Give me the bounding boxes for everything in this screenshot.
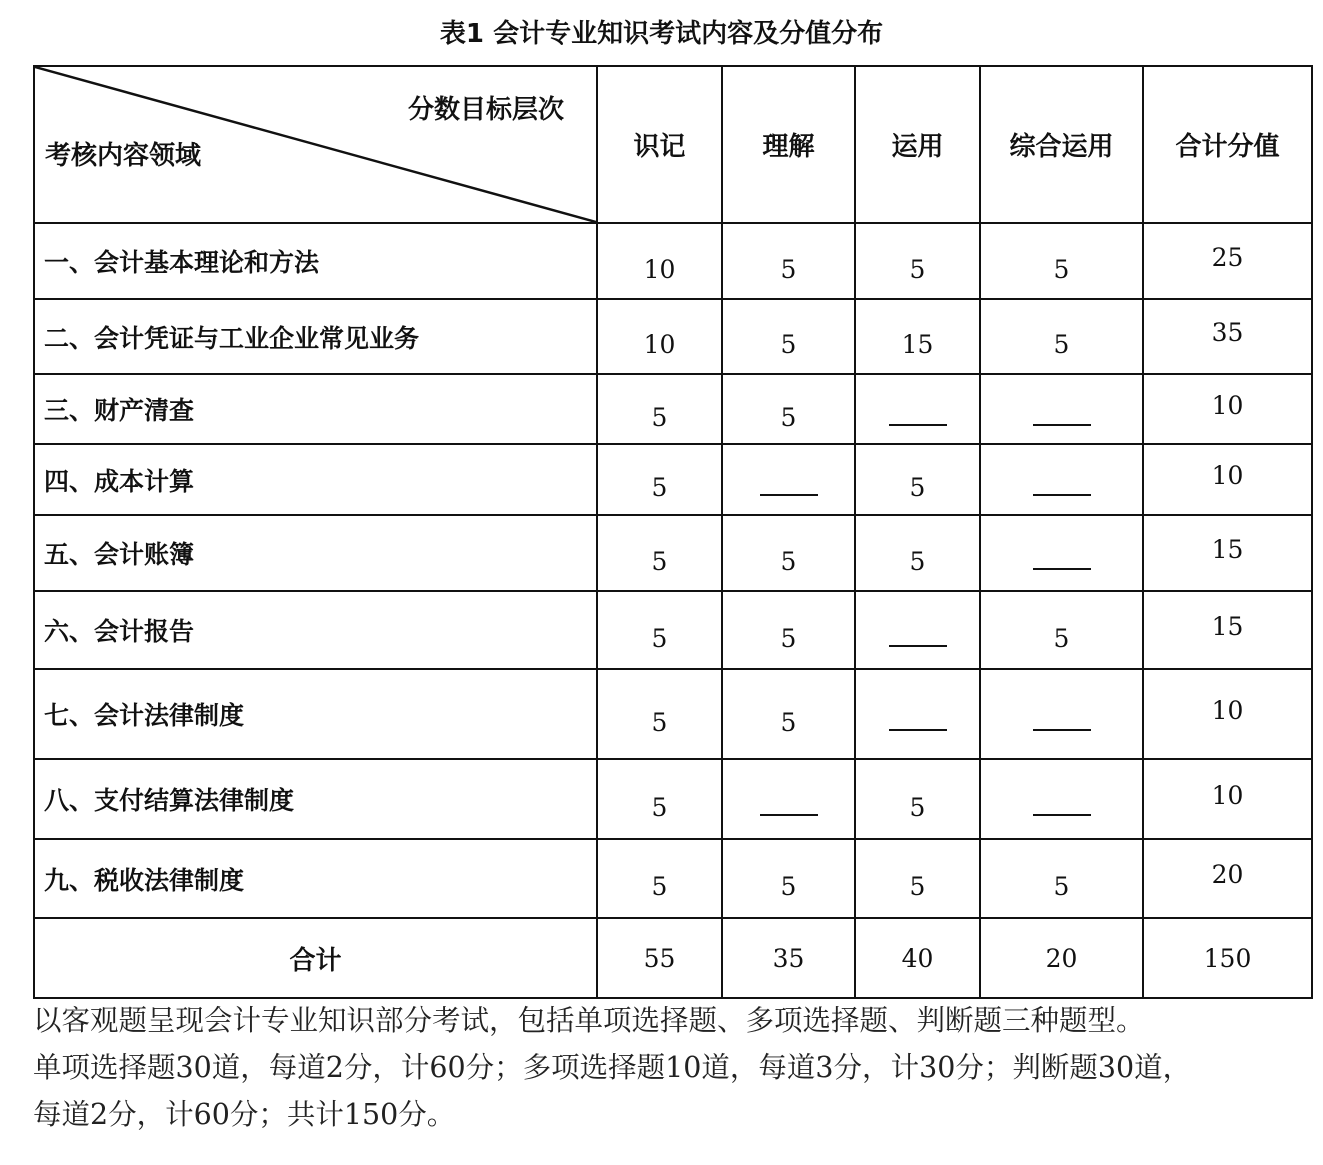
cell-total-score bbox=[1143, 591, 1312, 669]
score-value: 35 bbox=[1211, 318, 1244, 347]
total-cell-understand bbox=[722, 918, 855, 998]
row-label: 五、会计账簿 bbox=[34, 515, 597, 591]
score-value: 5 bbox=[651, 473, 668, 502]
not-applicable-dash bbox=[1033, 729, 1091, 731]
total-cell-apply bbox=[855, 918, 980, 998]
row-label: 八、支付结算法律制度 bbox=[34, 759, 597, 839]
total-value: 35 bbox=[772, 943, 805, 973]
score-value: 5 bbox=[651, 623, 668, 653]
total-value: 150 bbox=[1203, 943, 1252, 973]
cell-apply bbox=[855, 759, 980, 839]
cell-memorize bbox=[597, 374, 722, 444]
row-label: 九、税收法律制度 bbox=[34, 839, 597, 918]
row-label: 三、财产清查 bbox=[34, 374, 597, 444]
cell-memorize bbox=[597, 515, 722, 591]
score-value: 10 bbox=[643, 254, 676, 284]
column-header-total-score: 合计分值 bbox=[1143, 66, 1312, 223]
column-header-apply: 运用 bbox=[855, 66, 980, 223]
cell-total-score bbox=[1143, 223, 1312, 299]
score-value: 10 bbox=[1211, 461, 1244, 490]
row-label: 七、会计法律制度 bbox=[34, 669, 597, 759]
score-value: 5 bbox=[909, 872, 926, 901]
score-value: 10 bbox=[1211, 695, 1244, 725]
not-applicable-dash bbox=[1033, 568, 1091, 570]
cell-memorize bbox=[597, 299, 722, 374]
cell-total-score bbox=[1143, 759, 1312, 839]
not-applicable-dash bbox=[760, 494, 818, 496]
column-header-understand: 理解 bbox=[722, 66, 855, 223]
table-title: 表1 会计专业知识考试内容及分值分布 bbox=[439, 19, 884, 49]
cell-apply bbox=[855, 299, 980, 374]
cell-apply bbox=[855, 444, 980, 515]
note-line: 单项选择题30道，每道2分，计60分；多项选择题10道，每道3分，计30分；判断题30道， bbox=[33, 1051, 1192, 1084]
cell-memorize bbox=[597, 669, 722, 759]
table-row bbox=[34, 591, 1312, 669]
cell-understand bbox=[722, 374, 855, 444]
exam-format-note bbox=[33, 997, 1313, 1138]
not-applicable-dash bbox=[889, 729, 947, 731]
score-value: 5 bbox=[909, 546, 926, 576]
cell-comprehensive-apply bbox=[980, 374, 1143, 444]
table-row bbox=[34, 515, 1312, 591]
row-label: 四、成本计算 bbox=[34, 444, 597, 515]
cell-total-score bbox=[1143, 669, 1312, 759]
column-header-memorize: 识记 bbox=[597, 66, 722, 223]
score-value: 5 bbox=[651, 402, 668, 432]
cell-understand bbox=[722, 669, 855, 759]
cell-understand bbox=[722, 444, 855, 515]
cell-comprehensive-apply bbox=[980, 759, 1143, 839]
score-value: 5 bbox=[1053, 872, 1070, 901]
score-value: 15 bbox=[901, 330, 934, 359]
score-value: 5 bbox=[1053, 623, 1070, 653]
score-value: 5 bbox=[780, 623, 797, 653]
total-cell-memorize bbox=[597, 918, 722, 998]
table-row bbox=[34, 299, 1312, 374]
table-header-row bbox=[34, 66, 1312, 223]
total-row-label: 合计 bbox=[34, 918, 597, 998]
total-value: 20 bbox=[1045, 943, 1078, 973]
score-value: 5 bbox=[909, 473, 926, 502]
score-value: 5 bbox=[780, 330, 797, 359]
score-value: 5 bbox=[780, 402, 797, 432]
cell-apply bbox=[855, 669, 980, 759]
cell-comprehensive-apply bbox=[980, 839, 1143, 918]
cell-total-score bbox=[1143, 839, 1312, 918]
table-row bbox=[34, 669, 1312, 759]
not-applicable-dash bbox=[1033, 814, 1091, 816]
cell-understand bbox=[722, 223, 855, 299]
diagonal-header-cell bbox=[34, 66, 597, 223]
table-row bbox=[34, 444, 1312, 515]
header-content-area-label: 考核内容领域 bbox=[45, 141, 202, 171]
cell-apply bbox=[855, 591, 980, 669]
cell-comprehensive-apply bbox=[980, 444, 1143, 515]
score-value: 5 bbox=[909, 254, 926, 284]
cell-apply bbox=[855, 223, 980, 299]
cell-total-score bbox=[1143, 515, 1312, 591]
cell-comprehensive-apply bbox=[980, 669, 1143, 759]
score-value: 10 bbox=[643, 330, 676, 359]
cell-understand bbox=[722, 759, 855, 839]
row-label: 一、会计基本理论和方法 bbox=[34, 223, 597, 299]
score-value: 10 bbox=[1211, 780, 1244, 810]
row-label: 六、会计报告 bbox=[34, 591, 597, 669]
total-cell-total-score bbox=[1143, 918, 1312, 998]
not-applicable-dash bbox=[1033, 424, 1091, 426]
cell-comprehensive-apply bbox=[980, 515, 1143, 591]
score-value: 5 bbox=[651, 872, 668, 901]
not-applicable-dash bbox=[889, 645, 947, 647]
score-value: 5 bbox=[651, 792, 668, 822]
score-value: 5 bbox=[780, 254, 797, 284]
note-line: 以客观题呈现会计专业知识部分考试，包括单项选择题、多项选择题、判断题三种题型。 bbox=[33, 1004, 1145, 1037]
cell-understand bbox=[722, 299, 855, 374]
score-value: 20 bbox=[1211, 860, 1244, 889]
score-distribution-table bbox=[33, 65, 1313, 999]
total-cell-comprehensive-apply bbox=[980, 918, 1143, 998]
score-value: 15 bbox=[1211, 611, 1244, 641]
cell-comprehensive-apply bbox=[980, 223, 1143, 299]
cell-memorize bbox=[597, 839, 722, 918]
total-value: 40 bbox=[901, 943, 934, 973]
score-value: 5 bbox=[651, 546, 668, 576]
not-applicable-dash bbox=[760, 814, 818, 816]
cell-memorize bbox=[597, 591, 722, 669]
score-value: 15 bbox=[1211, 534, 1244, 564]
cell-understand bbox=[722, 515, 855, 591]
not-applicable-dash bbox=[1033, 494, 1091, 496]
note-line: 每道2分，计60分；共计150分。 bbox=[33, 1098, 456, 1131]
row-label: 二、会计凭证与工业企业常见业务 bbox=[34, 299, 597, 374]
score-value: 25 bbox=[1211, 242, 1244, 272]
cell-apply bbox=[855, 515, 980, 591]
table-total-row bbox=[34, 918, 1312, 998]
not-applicable-dash bbox=[889, 424, 947, 426]
table-row bbox=[34, 839, 1312, 918]
score-value: 5 bbox=[909, 792, 926, 822]
cell-memorize bbox=[597, 759, 722, 839]
cell-understand bbox=[722, 591, 855, 669]
cell-comprehensive-apply bbox=[980, 299, 1143, 374]
cell-apply bbox=[855, 374, 980, 444]
score-value: 5 bbox=[651, 707, 668, 737]
header-score-level-label: 分数目标层次 bbox=[407, 95, 564, 125]
column-header-comprehensive-apply: 综合运用 bbox=[980, 66, 1143, 223]
total-value: 55 bbox=[643, 943, 676, 973]
score-value: 5 bbox=[780, 546, 797, 576]
score-value: 5 bbox=[1053, 330, 1070, 359]
score-value: 5 bbox=[1053, 254, 1070, 284]
cell-total-score bbox=[1143, 299, 1312, 374]
cell-total-score bbox=[1143, 444, 1312, 515]
table-row bbox=[34, 223, 1312, 299]
table-row bbox=[34, 759, 1312, 839]
cell-total-score bbox=[1143, 374, 1312, 444]
table-row bbox=[34, 374, 1312, 444]
cell-understand bbox=[722, 839, 855, 918]
cell-memorize bbox=[597, 223, 722, 299]
score-value: 5 bbox=[780, 707, 797, 737]
cell-memorize bbox=[597, 444, 722, 515]
score-value: 5 bbox=[780, 872, 797, 901]
score-value: 10 bbox=[1211, 390, 1244, 420]
cell-apply bbox=[855, 839, 980, 918]
cell-comprehensive-apply bbox=[980, 591, 1143, 669]
